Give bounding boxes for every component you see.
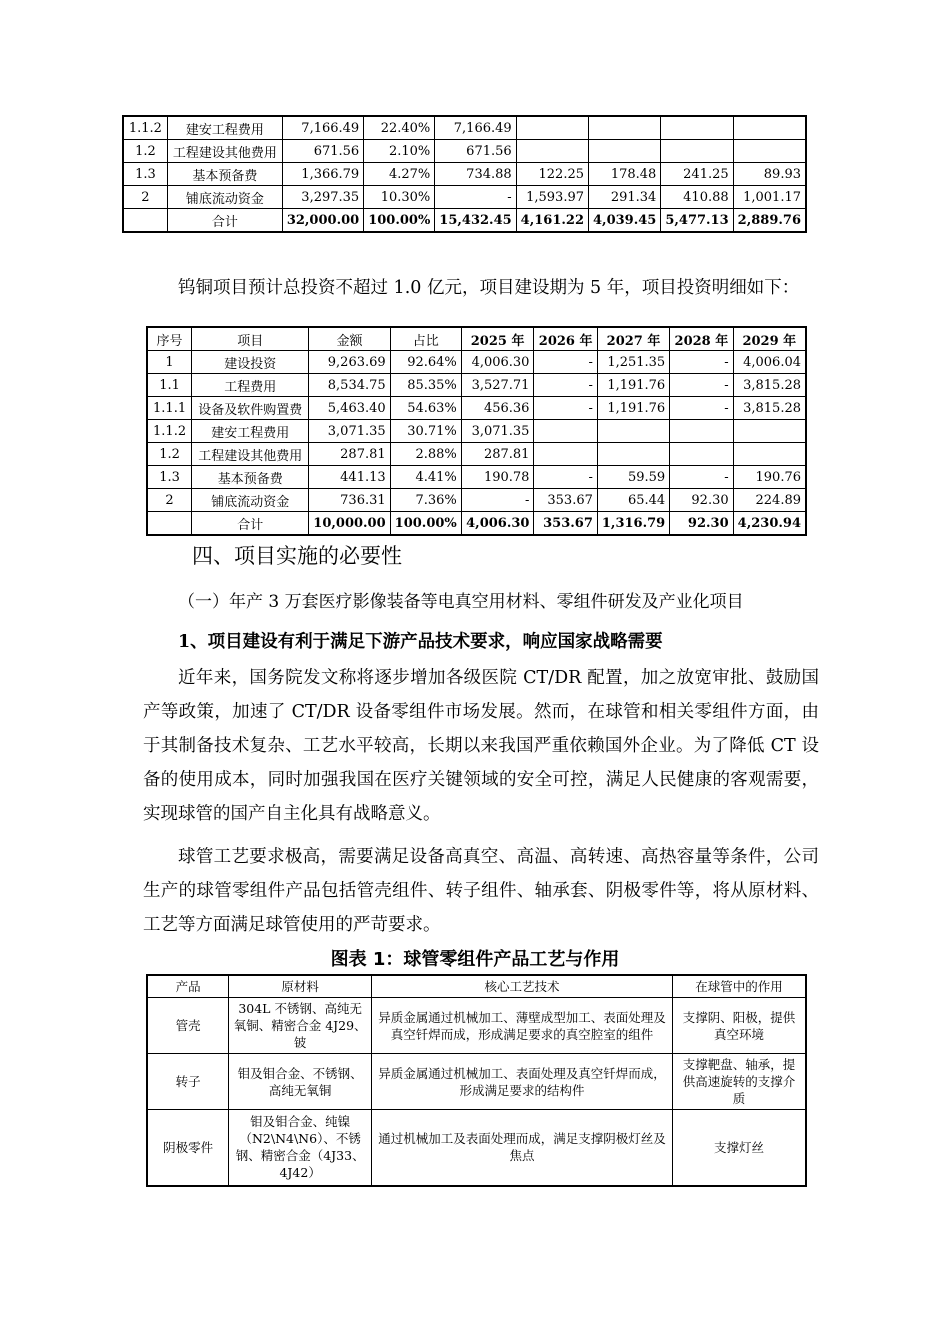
table-cell: 5,463.40: [309, 397, 390, 420]
table-cell: 92.30: [670, 512, 733, 536]
table-total-row: [147, 512, 806, 536]
table-cell: 1,191.76: [597, 397, 669, 420]
table-cell: 铺底流动资金: [192, 489, 309, 512]
figure-caption: 图表 1：球管零组件产品工艺与作用: [330, 949, 620, 970]
table-cell: 支撑靶盘、轴承，提供高速旋转的支撑介质: [672, 1054, 806, 1110]
table-cell: 65.44: [597, 489, 669, 512]
table-cell: 241.25: [661, 163, 733, 186]
table-cell: 设备及软件购置费: [192, 397, 309, 420]
table-cell: 100.00%: [390, 512, 461, 536]
table-cell: 异质金属通过机械加工、表面处理及真空钎焊而成，形成满足要求的结构件: [372, 1054, 673, 1110]
table-cell: 1.1.2: [123, 116, 167, 140]
table-cell: 工程建设其他费用: [167, 140, 282, 163]
table-cell: 支撑灯丝: [672, 1110, 806, 1186]
table-cell: [589, 140, 661, 163]
table-cell: -: [534, 374, 597, 397]
table-cell: 734.88: [435, 163, 516, 186]
table-cell: 3,071.35: [309, 420, 390, 443]
table-cell: [516, 116, 588, 140]
table-cell: 铺底流动资金: [167, 186, 282, 209]
table-cell: 1,001.17: [733, 186, 806, 209]
body-paragraph-1: 近年来，国务院发文称将逐步增加各级医院 CT/DR 配置，加之放宽审批、鼓励国产等政策，加速了 CT/DR 设备零组件市场发展。然而，在球管和相关零组件方面，由于其制备技术复杂、工艺水平较高，长期以来我国严重依赖国外企业。为了降低 CT 设备的使用成本，同时加强我国在医疗关键领域的安全可控，满足人民健康的客观需要，实现球管的国产自主化具有战略意义。: [143, 668, 819, 824]
table-row: [147, 374, 806, 397]
table-cell: 190.76: [733, 466, 806, 489]
table-cell: 456.36: [461, 397, 534, 420]
table-cell: 1.1.1: [147, 397, 192, 420]
table-row: [123, 116, 806, 140]
table-cell: 钼及钼合金、纯镍（N2\N4\N6）、不锈钢、精密合金（4J33、4J42）: [229, 1110, 372, 1186]
table-cell: 工程建设其他费用: [192, 443, 309, 466]
table-cell: 353.67: [534, 489, 597, 512]
table-row: [147, 397, 806, 420]
table-cell: [733, 420, 806, 443]
table-cell: 122.25: [516, 163, 588, 186]
table-cell: [661, 140, 733, 163]
table-cell: [123, 209, 167, 233]
column-header: 金额: [309, 327, 390, 351]
table-cell: [733, 116, 806, 140]
table-cell: 287.81: [309, 443, 390, 466]
table-cell: 671.56: [282, 140, 363, 163]
table-cell: 2.10%: [364, 140, 435, 163]
table-cell: 4,230.94: [733, 512, 806, 536]
body-paragraph-2: 球管工艺要求极高，需要满足设备高真空、高温、高转速、高热容量等条件，公司生产的球管零组件产品包括管壳组件、转子组件、轴承套、阴极零件等，将从原材料、工艺等方面满足球管使用的严苛要求。: [143, 847, 819, 935]
table-header-row: [147, 327, 806, 351]
column-header: 2028 年: [670, 327, 733, 351]
table-cell: [597, 420, 669, 443]
table-cell: [534, 443, 597, 466]
table-cell: 合计: [192, 512, 309, 536]
column-header: 占比: [390, 327, 461, 351]
table-cell: -: [670, 374, 733, 397]
table-cell: 1.1: [147, 374, 192, 397]
table-cell: 85.35%: [390, 374, 461, 397]
column-header: 项目: [192, 327, 309, 351]
table-cell: 10.30%: [364, 186, 435, 209]
table-cell: 钼及钼合金、不锈钢、高纯无氧铜: [229, 1054, 372, 1110]
table-cell: 353.67: [534, 512, 597, 536]
table-cell: 异质金属通过机械加工、薄壁成型加工、表面处理及真空钎焊而成，形成满足要求的真空腔室的组件: [372, 998, 673, 1054]
table-cell: [670, 443, 733, 466]
table-cell: [589, 116, 661, 140]
table-cell: 5,477.13: [661, 209, 733, 233]
column-header: 2025 年: [461, 327, 534, 351]
table-cell: 7.36%: [390, 489, 461, 512]
table-cell: 基本预备费: [167, 163, 282, 186]
table-cell: 4.27%: [364, 163, 435, 186]
table-cell: 410.88: [661, 186, 733, 209]
table-cell: -: [534, 351, 597, 374]
column-header: 原材料: [229, 975, 372, 998]
table-cell: 阴极零件: [147, 1110, 229, 1186]
table-cell: 3,297.35: [282, 186, 363, 209]
table-cell: 建设投资: [192, 351, 309, 374]
table-cell: 10,000.00: [309, 512, 390, 536]
table-cell: 7,166.49: [282, 116, 363, 140]
table-cell: 92.64%: [390, 351, 461, 374]
table-cell: 7,166.49: [435, 116, 516, 140]
table-cell: 30.71%: [390, 420, 461, 443]
table-cell: 支撑阴、阳极，提供真空环境: [672, 998, 806, 1054]
table-cell: 3,815.28: [733, 397, 806, 420]
table-cell: 89.93: [733, 163, 806, 186]
table-cell: 建安工程费用: [167, 116, 282, 140]
table-cell: 59.59: [597, 466, 669, 489]
table-cell: -: [534, 466, 597, 489]
section-heading: 四、项目实施的必要性: [192, 544, 402, 568]
subsection-heading: （一）年产 3 万套医疗影像装备等电真空用材料、零组件研发及产业化项目: [178, 592, 744, 612]
table-cell: 32,000.00: [282, 209, 363, 233]
table-cell: [670, 420, 733, 443]
column-header: 2026 年: [534, 327, 597, 351]
table-cell: 54.63%: [390, 397, 461, 420]
table-cell: 304L 不锈钢、高纯无氧铜、精密合金 4J29、铍: [229, 998, 372, 1054]
table-cell: 671.56: [435, 140, 516, 163]
column-header: 2029 年: [733, 327, 806, 351]
tube-components-table: [146, 974, 807, 1187]
table-cell: -: [670, 397, 733, 420]
table-cell: 22.40%: [364, 116, 435, 140]
column-header: 核心工艺技术: [372, 975, 673, 998]
table-cell: 基本预备费: [192, 466, 309, 489]
table-cell: [597, 443, 669, 466]
table-row: [123, 186, 806, 209]
table-cell: 1,251.35: [597, 351, 669, 374]
table-row: [147, 489, 806, 512]
table-cell: 建安工程费用: [192, 420, 309, 443]
table-cell: 2: [123, 186, 167, 209]
table-cell: 1.3: [123, 163, 167, 186]
table-cell: [733, 140, 806, 163]
table-cell: 转子: [147, 1054, 229, 1110]
table-cell: 1,593.97: [516, 186, 588, 209]
table-cell: 1: [147, 351, 192, 374]
table-row: [123, 163, 806, 186]
table-cell: 287.81: [461, 443, 534, 466]
table-cell: 8,534.75: [309, 374, 390, 397]
table-cell: 291.34: [589, 186, 661, 209]
table-row: [147, 443, 806, 466]
table-cell: 通过机械加工及表面处理而成，满足支撑阴极灯丝及焦点: [372, 1110, 673, 1186]
table-cell: 3,815.28: [733, 374, 806, 397]
table-row: [147, 466, 806, 489]
table-row: [123, 140, 806, 163]
table-cell: 2,889.76: [733, 209, 806, 233]
table-cell: 15,432.45: [435, 209, 516, 233]
table-cell: 4,006.30: [461, 351, 534, 374]
table-cell: -: [461, 489, 534, 512]
table-cell: 441.13: [309, 466, 390, 489]
table-cell: 1.1.2: [147, 420, 192, 443]
column-header: 2027 年: [597, 327, 669, 351]
table-total-row: [123, 209, 806, 233]
column-header: 在球管中的作用: [672, 975, 806, 998]
column-header: 产品: [147, 975, 229, 998]
table-cell: 1,191.76: [597, 374, 669, 397]
table-row: [147, 1110, 806, 1186]
table-cell: 4,006.04: [733, 351, 806, 374]
table-cell: 4,039.45: [589, 209, 661, 233]
table-cell: 1.2: [123, 140, 167, 163]
table-row: [147, 998, 806, 1054]
table-cell: [534, 420, 597, 443]
tungsten-copper-investment-table: [146, 326, 807, 536]
table-cell: [516, 140, 588, 163]
table-cell: 管壳: [147, 998, 229, 1054]
table-row: [147, 420, 806, 443]
intro-paragraph: 钨铜项目预计总投资不超过 1.0 亿元，项目建设期为 5 年，项目投资明细如下：: [178, 278, 800, 298]
table-cell: 工程费用: [192, 374, 309, 397]
table-cell: 1,366.79: [282, 163, 363, 186]
table-cell: 224.89: [733, 489, 806, 512]
table-cell: 1.2: [147, 443, 192, 466]
table-cell: 190.78: [461, 466, 534, 489]
table-cell: -: [435, 186, 516, 209]
table-cell: 1.3: [147, 466, 192, 489]
table-cell: [661, 116, 733, 140]
investment-table-continued: [122, 115, 807, 233]
point-heading: 1、项目建设有利于满足下游产品技术要求，响应国家战略需要: [178, 632, 663, 652]
table-row: [147, 351, 806, 374]
table-cell: 4,161.22: [516, 209, 588, 233]
table-cell: 92.30: [670, 489, 733, 512]
table-cell: 2.88%: [390, 443, 461, 466]
table-cell: 4,006.30: [461, 512, 534, 536]
table-header-row: [147, 975, 806, 998]
table-cell: 3,071.35: [461, 420, 534, 443]
table-cell: [733, 443, 806, 466]
table-cell: [147, 512, 192, 536]
table-cell: 2: [147, 489, 192, 512]
table-row: [147, 1054, 806, 1110]
table-cell: 100.00%: [364, 209, 435, 233]
table-cell: 1,316.79: [597, 512, 669, 536]
column-header: 序号: [147, 327, 192, 351]
table-cell: -: [670, 351, 733, 374]
table-cell: -: [670, 466, 733, 489]
table-cell: 178.48: [589, 163, 661, 186]
table-cell: 9,263.69: [309, 351, 390, 374]
table-cell: -: [534, 397, 597, 420]
table-cell: 3,527.71: [461, 374, 534, 397]
table-cell: 4.41%: [390, 466, 461, 489]
table-cell: 合计: [167, 209, 282, 233]
table-cell: 736.31: [309, 489, 390, 512]
